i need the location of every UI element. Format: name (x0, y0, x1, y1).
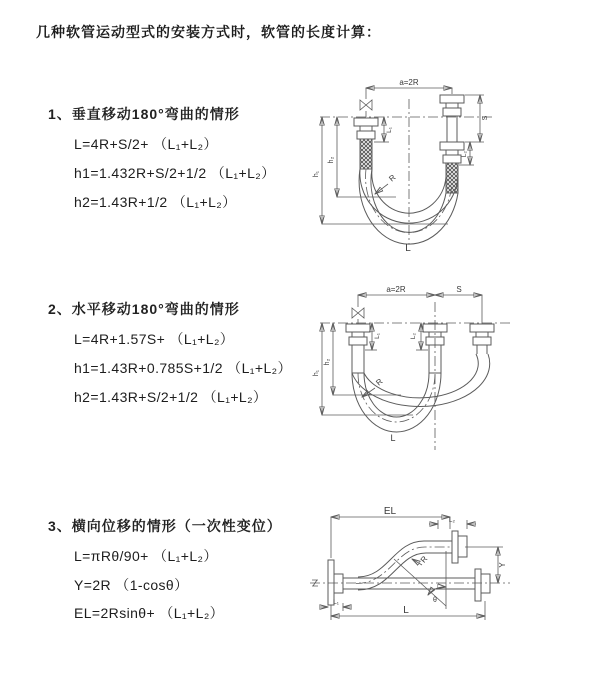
diagram-lateral-displacement (298, 503, 600, 653)
dim-label-h2: h₂ (328, 156, 335, 164)
dim-label-y: Y (498, 562, 507, 568)
dim-label-l1: L₁ (386, 127, 393, 133)
right-flange-fitting (475, 569, 490, 601)
right-hose-fitting-lower (440, 142, 464, 193)
dim-label-l: L (390, 433, 396, 443)
section1-formula-L: L=4R+S/2+ （L₁+L₂） (74, 136, 218, 152)
braided-hose-section (352, 345, 364, 373)
dimension-h2 (324, 323, 401, 395)
straight-position-pipe (343, 578, 475, 589)
section3-formula-Y: Y=2R （1-cosθ） (74, 577, 189, 593)
section1-formula-h1: h1=1.432R+S/2+1/2 （L₁+L₂） (74, 165, 276, 181)
section1-formula-h2: h2=1.43R+1/2 （L₁+L₂） (74, 194, 237, 210)
diagram-horizontal-180-bend (305, 278, 600, 463)
dim-label-s: S (482, 115, 489, 121)
dim-label-el: EL (383, 506, 397, 517)
section2-formula-h1: h1=1.43R+0.785S+1/2 （L₁+L₂） (74, 360, 292, 376)
dim-label-h1: h₁ (313, 170, 320, 178)
dim-label-h1: h₁ (313, 369, 320, 377)
dimension-a2r (366, 78, 452, 117)
dim-label-r: R (418, 554, 430, 565)
page-title: 几种软管运动型式的安装方式时，软管的长度计算： (36, 24, 381, 40)
upper-flange-fitting (452, 531, 467, 563)
dim-label-r: R (374, 376, 385, 388)
section3-formula-L: L=πRθ/90+ （L₁+L₂） (74, 548, 218, 564)
dim-label-l1: L₁ (333, 599, 339, 606)
dimension-a2r (358, 285, 435, 324)
dim-label-a2r: a=2R (386, 285, 406, 294)
dim-label-r: R (387, 172, 398, 184)
dim-label-l: L (403, 605, 409, 616)
hose-u-curve (352, 354, 490, 432)
dim-label-s: S (456, 285, 462, 294)
dimension-l (331, 601, 485, 620)
hose-u-curve (359, 169, 458, 244)
dimension-s (435, 285, 482, 324)
right-hose-fitting-shifted (470, 324, 494, 354)
section2-formula-L: L=4R+1.57S+ （L₁+L₂） (74, 331, 235, 347)
diagram-vertical-180-bend (300, 72, 600, 267)
dim-label-a2r: a=2R (399, 78, 419, 87)
left-hose-fitting (346, 324, 370, 373)
right-hose-fitting-upper (440, 95, 464, 116)
left-hose-fitting (354, 118, 378, 169)
dim-label-l1: L₁ (374, 333, 381, 339)
dimension-el (331, 506, 450, 558)
section1-heading: 1、垂直移动180°弯曲的情形 (48, 106, 240, 122)
dim-label-l: L (405, 243, 411, 254)
dimension-l1 (320, 599, 351, 611)
dim-label-l2: L₂ (410, 332, 417, 340)
braided-hose-section (360, 139, 372, 169)
dimension-l2 (429, 517, 476, 529)
section3-heading: 3、横向位移的情形（一次性变位） (48, 518, 282, 534)
dimension-l1 (374, 117, 393, 142)
dimension-s (465, 95, 489, 142)
dim-label-theta: θ (433, 597, 437, 604)
dim-label-l2: L₂ (448, 517, 456, 524)
section2-heading: 2、水平移动180°弯曲的情形 (48, 301, 240, 317)
valve-icon (352, 308, 364, 318)
section2-formula-h2: h2=1.43R+S/2+1/2 （L₁+L₂） (74, 389, 268, 405)
section3-formula-EL: EL=2Rsinθ+ （L₁+L₂） (74, 605, 225, 621)
dim-label-l2: L₂ (461, 150, 468, 158)
dimension-l2 (410, 323, 428, 350)
dim-label-h2: h₂ (324, 358, 331, 366)
radius-callout (375, 173, 398, 194)
valve-icon (360, 100, 372, 110)
